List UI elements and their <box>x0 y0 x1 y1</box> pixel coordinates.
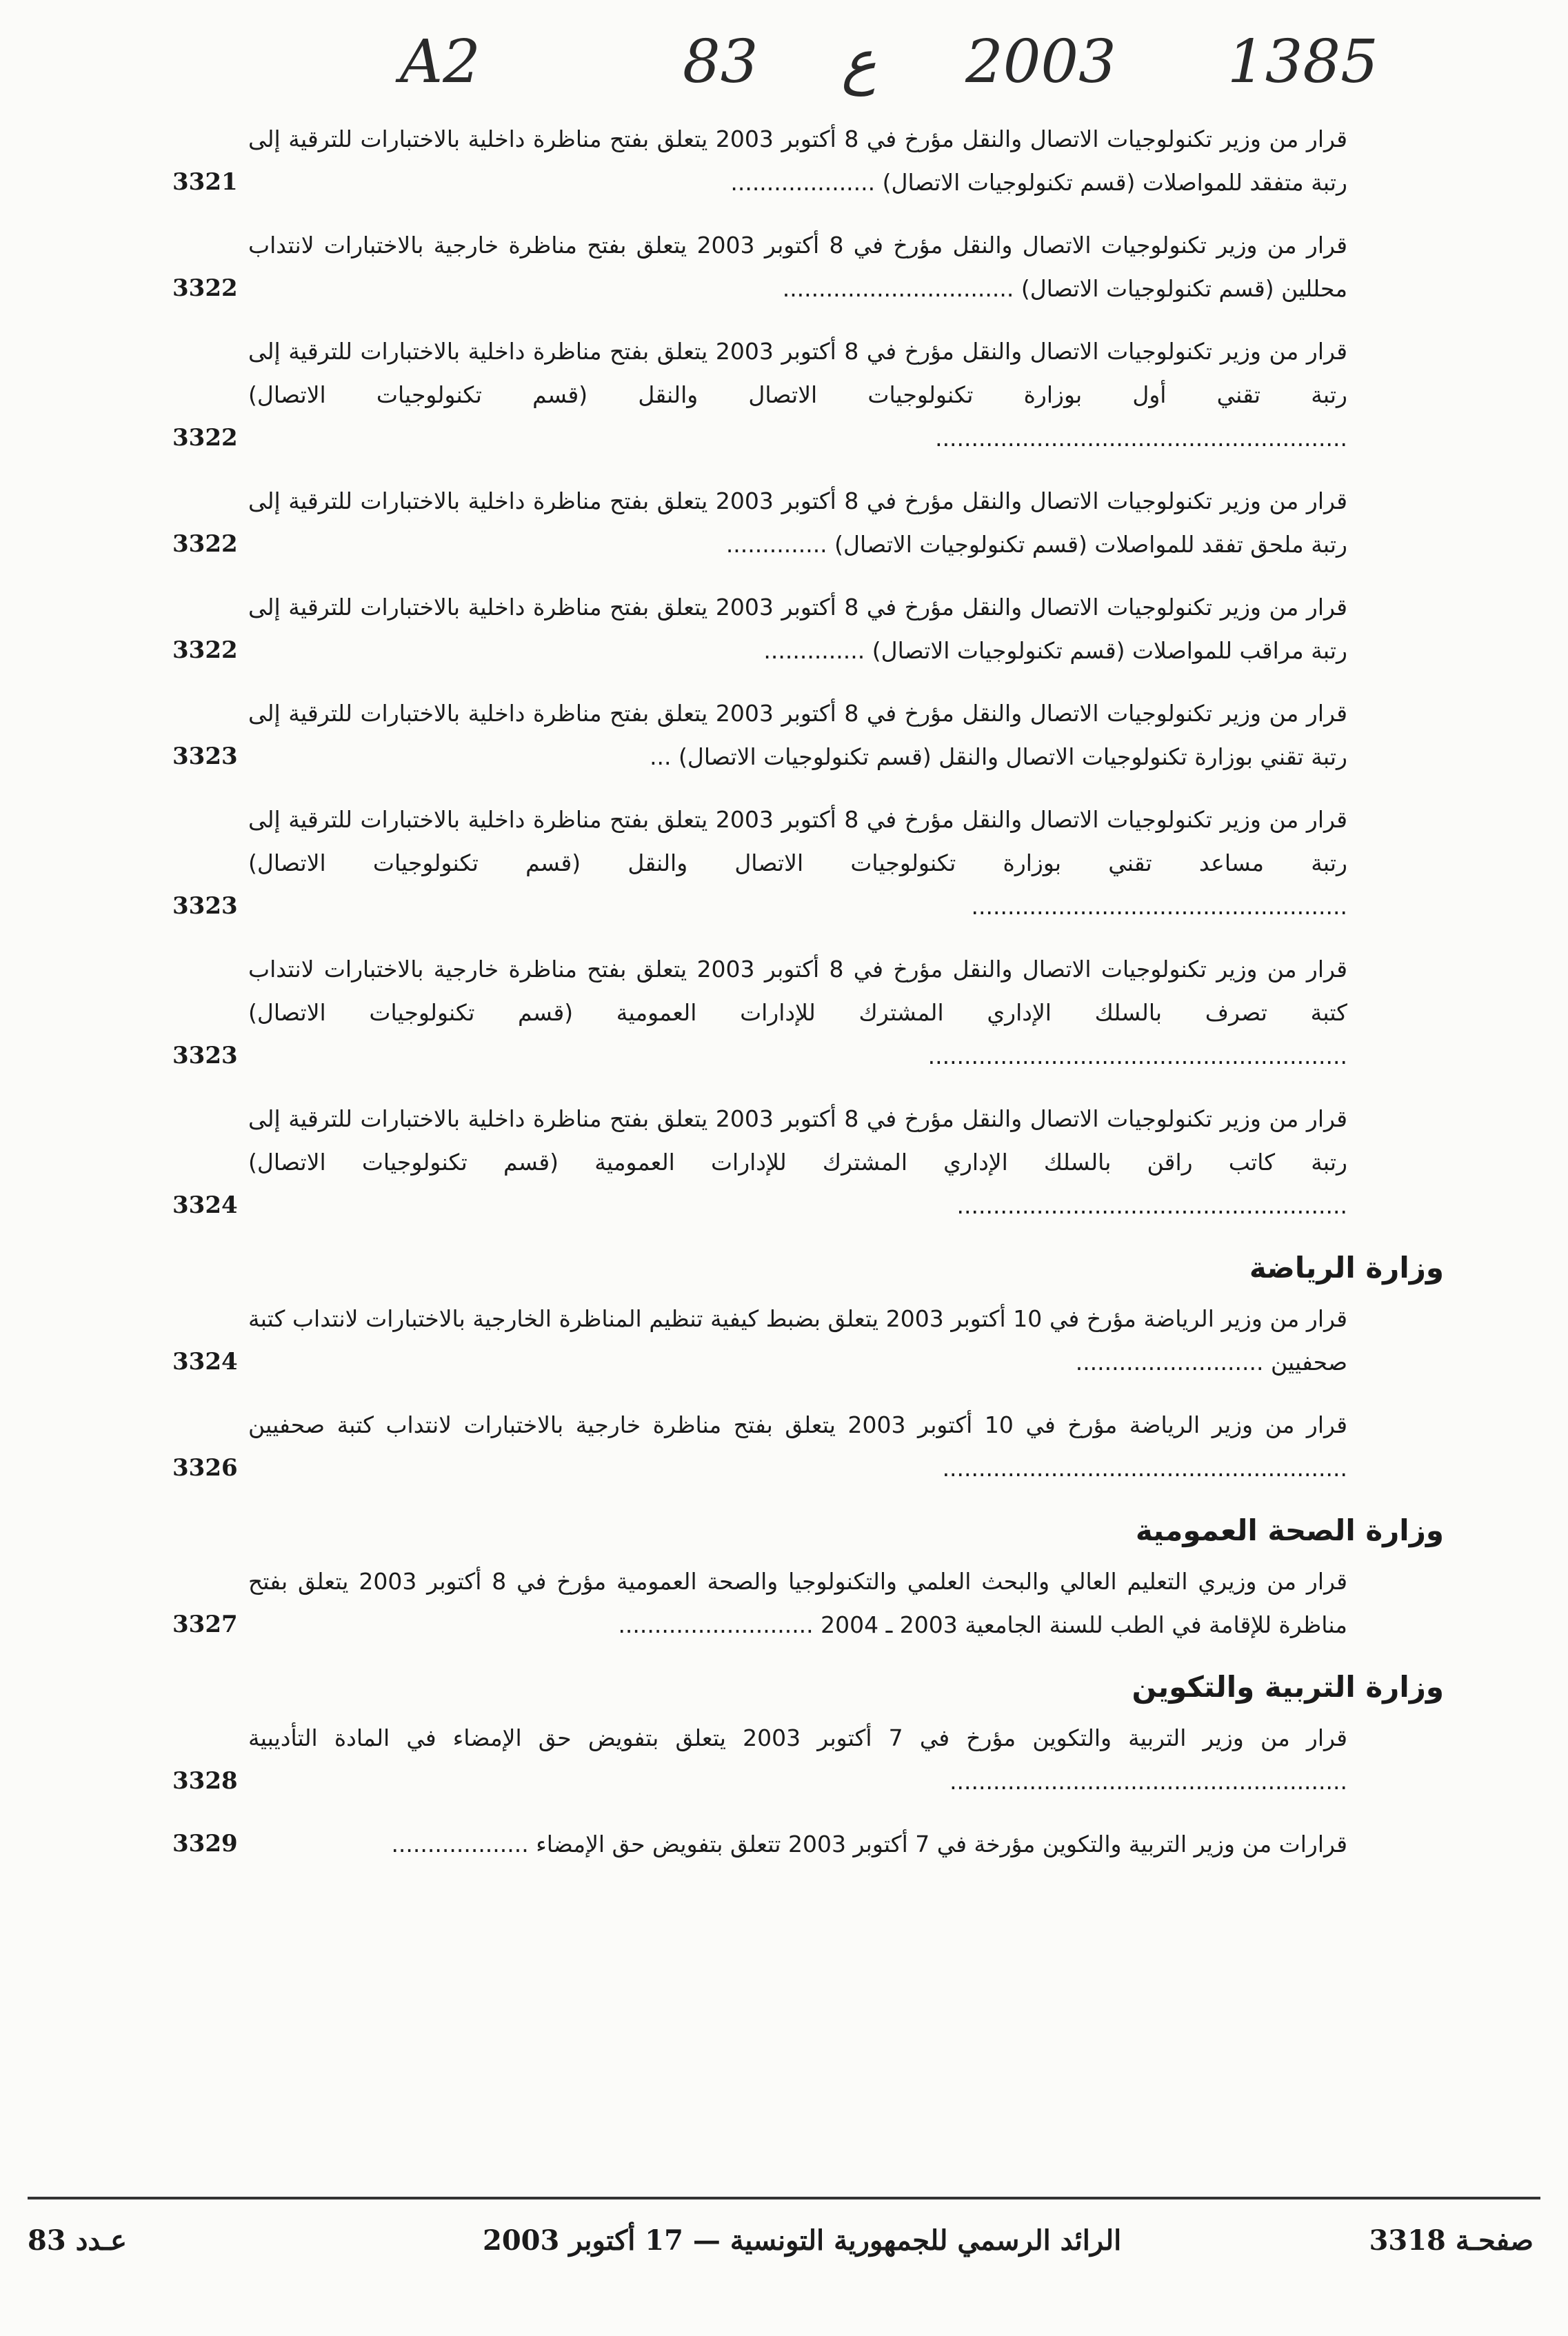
toc-entry: قرار من وزير تكنولوجيات الاتصال والنقل مؤرخ في 8 أكتوبر 2003 يتعلق بفتح مناظرة داخلية بالاختبارات للترقية إلى رتبة تقني بوزارة تكنولوجيات الاتصال والنقل (قسم تكنولوجيات الاتصال) ... 3323 <box>172 692 1347 778</box>
handwritten-annotation: 83 <box>683 28 758 97</box>
page-number: 3327 <box>172 1611 238 1638</box>
toc-entry: قرار من وزير تكنولوجيات الاتصال والنقل مؤرخ في 8 أكتوبر 2003 يتعلق بفتح مناظرة داخلية بالاختبارات للترقية إلى رتبة مساعد تقني بوزارة تكنولوجيات الاتصال والنقل (قسم تكنولوجيات الاتصال) .................................................... 3323 <box>172 798 1347 928</box>
entry-text: قرارات من وزير التربية والتكوين مؤرخة في 7 أكتوبر 2003 تتعلق بتفويض حق الإمضاء <box>536 1831 1347 1857</box>
toc-entry: قرار من وزير تكنولوجيات الاتصال والنقل مؤرخ في 8 أكتوبر 2003 يتعلق بفتح مناظرة داخلية بالاختبارات للترقية إلى رتبة متفقد للمواصلات (قسم تكنولوجيات الاتصال) .................... 3321 <box>172 117 1347 204</box>
page-number: 3322 <box>172 530 238 558</box>
entry-text: قرار من وزير تكنولوجيات الاتصال والنقل مؤرخ في 8 أكتوبر 2003 يتعلق بفتح مناظرة داخلية بالاختبارات للترقية إلى رتبة ملحق تفقد للمواصلات (قسم تكنولوجيات الاتصال) <box>248 487 1348 558</box>
page-number: 3328 <box>172 1767 238 1795</box>
toc-entry: قرار من وزيري التعليم العالي والبحث العلمي والتكنولوجيا والصحة العمومية مؤرخ في 8 أكتوبر 2003 يتعلق بفتح مناظرة للإقامة في الطب للسنة الجامعية 2003 ـ 2004 ........................... 3327 <box>172 1560 1347 1647</box>
toc-entry: قرارات من وزير التربية والتكوين مؤرخة في 7 أكتوبر 2003 تتعلق بتفويض حق الإمضاء ................... 3329 <box>172 1822 1347 1866</box>
toc-entry: قرار من وزير تكنولوجيات الاتصال والنقل مؤرخ في 8 أكتوبر 2003 يتعلق بفتح مناظرة خارجية بالاختبارات لانتداب محللين (قسم تكنولوجيات الاتصال) ................................ 3322 <box>172 223 1347 310</box>
toc-entry: قرار من وزير تكنولوجيات الاتصال والنقل مؤرخ في 8 أكتوبر 2003 يتعلق بفتح مناظرة داخلية بالاختبارات للترقية إلى رتبة كاتب راقن بالسلك الإداري المشترك للإدارات العمومية (قسم تكنولوجيات الاتصال) ...................................................... 3324 <box>172 1097 1347 1227</box>
entry-text: قرار من وزير تكنولوجيات الاتصال والنقل مؤرخ في 8 أكتوبر 2003 يتعلق بفتح مناظرة داخلية بالاختبارات للترقية إلى رتبة متفقد للمواصلات (قسم تكنولوجيات الاتصال) <box>248 125 1348 196</box>
page-number: 3321 <box>172 168 238 196</box>
footer-divider <box>28 2197 1540 2199</box>
page-number: 3324 <box>172 1348 238 1376</box>
entry-text: قرار من وزير تكنولوجيات الاتصال والنقل مؤرخ في 8 أكتوبر 2003 يتعلق بفتح مناظرة داخلية بالاختبارات للترقية إلى رتبة مراقب للمواصلات (قسم تكنولوجيات الاتصال) <box>248 594 1348 664</box>
page-number: 3322 <box>172 274 238 302</box>
entry-text: قرار من وزير تكنولوجيات الاتصال والنقل مؤرخ في 8 أكتوبر 2003 يتعلق بفتح مناظرة داخلية بالاختبارات للترقية إلى رتبة كاتب راقن بالسلك الإداري المشترك للإدارات العمومية (قسم تكنولوجيات الاتصال) <box>248 1105 1348 1176</box>
footer-issue-number: عـدد 83 <box>28 2224 127 2257</box>
page-number: 3324 <box>172 1191 238 1219</box>
handwritten-annotation: 2003 <box>965 28 1116 97</box>
toc-entry: قرار من وزير تكنولوجيات الاتصال والنقل مؤرخ في 8 أكتوبر 2003 يتعلق بفتح مناظرة خارجية بالاختبارات لانتداب كتبة تصرف بالسلك الإداري المشترك للإدارات العمومية (قسم تكنولوجيات الاتصال) .......................................................... 3323 <box>172 947 1347 1078</box>
toc-entry: قرار من وزير الرياضة مؤرخ في 10 أكتوبر 2003 يتعلق بفتح مناظرة خارجية بالاختبارات لانتداب كتبة صحفيين ........................................................ 3326 <box>172 1403 1347 1490</box>
page-number: 3329 <box>172 1830 238 1857</box>
toc-entry: قرار من وزير تكنولوجيات الاتصال والنقل مؤرخ في 8 أكتوبر 2003 يتعلق بفتح مناظرة داخلية بالاختبارات للترقية إلى رتبة مراقب للمواصلات (قسم تكنولوجيات الاتصال) .............. 3322 <box>172 585 1347 672</box>
table-of-contents <box>172 117 1444 1885</box>
section-heading: وزارة التربية والتكوين <box>1132 1670 1444 1704</box>
toc-entry: قرار من وزير الرياضة مؤرخ في 10 أكتوبر 2003 يتعلق بضبط كيفية تنظيم المناظرة الخارجية بالاختبارات لانتداب كتبة صحفيين .......................... 3324 <box>172 1297 1347 1384</box>
entry-text: قرار من وزير تكنولوجيات الاتصال والنقل مؤرخ في 8 أكتوبر 2003 يتعلق بفتح مناظرة خارجية بالاختبارات لانتداب محللين (قسم تكنولوجيات الاتصال) <box>248 232 1347 302</box>
entry-text: قرار من وزير الرياضة مؤرخ في 10 أكتوبر 2003 يتعلق بضبط كيفية تنظيم المناظرة الخارجية بالاختبارات لانتداب كتبة صحفيين <box>248 1305 1347 1376</box>
section-heading: وزارة الصحة العمومية <box>1135 1513 1444 1547</box>
page-number: 3323 <box>172 743 238 770</box>
toc-entry: قرار من وزير التربية والتكوين مؤرخ في 7 أكتوبر 2003 يتعلق بتفويض حق الإمضاء في المادة التأديبية ....................................................... 3328 <box>172 1716 1347 1803</box>
toc-entry: قرار من وزير تكنولوجيات الاتصال والنقل مؤرخ في 8 أكتوبر 2003 يتعلق بفتح مناظرة داخلية بالاختبارات للترقية إلى رتبة تقني أول بوزارة تكنولوجيات الاتصال والنقل (قسم تكنولوجيات الاتصال) ......................................................... 3322 <box>172 330 1347 460</box>
section-heading: وزارة الرياضة <box>1249 1251 1444 1285</box>
page-number: 3322 <box>172 424 238 452</box>
page-number: 3322 <box>172 636 238 664</box>
handwritten-annotation: ع <box>841 28 877 97</box>
entry-text: قرار من وزير تكنولوجيات الاتصال والنقل مؤرخ في 8 أكتوبر 2003 يتعلق بفتح مناظرة داخلية بالاختبارات للترقية إلى رتبة مساعد تقني بوزارة تكنولوجيات الاتصال والنقل (قسم تكنولوجيات الاتصال) <box>248 806 1348 876</box>
entry-text: قرار من وزير تكنولوجيات الاتصال والنقل مؤرخ في 8 أكتوبر 2003 يتعلق بفتح مناظرة داخلية بالاختبارات للترقية إلى رتبة تقني أول بوزارة تكنولوجيات الاتصال والنقل (قسم تكنولوجيات الاتصال) <box>248 338 1348 408</box>
page-number: 3326 <box>172 1454 238 1482</box>
footer-page-number: صفحـة 3318 <box>1369 2224 1534 2257</box>
entry-text: قرار من وزيري التعليم العالي والبحث العلمي والتكنولوجيا والصحة العمومية مؤرخ في 8 أكتوبر 2003 يتعلق بفتح مناظرة للإقامة في الطب للسنة الجامعية 2003 ـ 2004 <box>248 1568 1347 1638</box>
toc-entry: قرار من وزير تكنولوجيات الاتصال والنقل مؤرخ في 8 أكتوبر 2003 يتعلق بفتح مناظرة داخلية بالاختبارات للترقية إلى رتبة ملحق تفقد للمواصلات (قسم تكنولوجيات الاتصال) .............. 3322 <box>172 479 1347 566</box>
entry-text: قرار من وزير تكنولوجيات الاتصال والنقل مؤرخ في 8 أكتوبر 2003 يتعلق بفتح مناظرة داخلية بالاختبارات للترقية إلى رتبة تقني بوزارة تكنولوجيات الاتصال والنقل (قسم تكنولوجيات الاتصال) <box>248 700 1348 770</box>
entry-text: قرار من وزير التربية والتكوين مؤرخ في 7 أكتوبر 2003 يتعلق بتفويض حق الإمضاء في المادة التأديبية <box>248 1724 1347 1751</box>
page-number: 3323 <box>172 1042 238 1069</box>
handwritten-annotation: 1385 <box>1227 28 1378 97</box>
page-number: 3323 <box>172 892 238 920</box>
handwritten-annotation: A2 <box>400 28 481 97</box>
entry-text: قرار من وزير الرياضة مؤرخ في 10 أكتوبر 2003 يتعلق بفتح مناظرة خارجية بالاختبارات لانتداب كتبة صحفيين <box>248 1411 1348 1438</box>
entry-text: قرار من وزير تكنولوجيات الاتصال والنقل مؤرخ في 8 أكتوبر 2003 يتعلق بفتح مناظرة خارجية بالاختبارات لانتداب كتبة تصرف بالسلك الإداري المشترك للإدارات العمومية (قسم تكنولوجيات الاتصال) <box>248 956 1347 1026</box>
footer-journal-title: الرائد الرسمي للجمهورية التونسية — 17 أكتوبر 2003 <box>483 2224 1122 2257</box>
page-footer <box>28 2224 1534 2266</box>
